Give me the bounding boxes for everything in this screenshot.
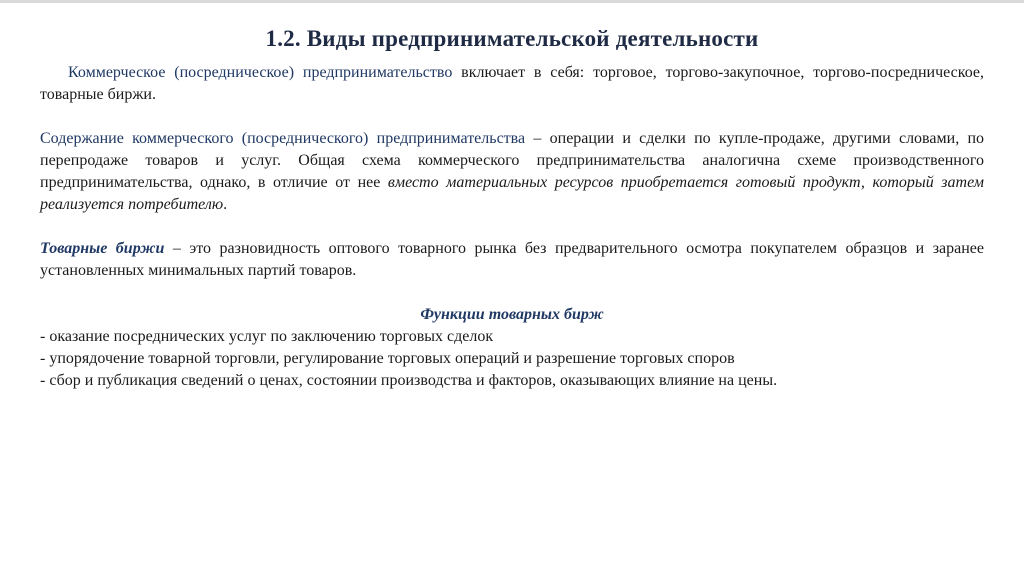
paragraph-exchanges — [40, 238, 984, 282]
paragraph-content — [40, 128, 984, 216]
top-divider — [0, 0, 1024, 3]
paragraph-exchanges-text: – это разновидность оптового товарного рынка без предварительного осмотра покупателем образцов и заранее установленных минимальных партий товаров. — [40, 240, 985, 279]
slide-title: 1.2. Виды предпринимательской деятельности — [265, 26, 759, 51]
term-exchanges: Товарные биржи — [40, 240, 165, 257]
term-commercial: Коммерческое (посредническое) предпринимательство — [68, 64, 453, 81]
paragraph-content-end: . — [223, 196, 228, 213]
slide-content — [40, 62, 984, 392]
paragraph-content-italic: вместо материальных ресурсов приобретается готовый продукт, который затем реализуется потребителю — [40, 174, 985, 213]
paragraph-commercial-text: включает в себя: торговое, торгово-закупочное, торгово-посредническое, товарные биржи. — [40, 64, 985, 103]
function-item-1: - оказание посреднических услуг по заключению торговых сделок — [40, 328, 494, 345]
paragraph-content-text: – операции и сделки по купле-продаже, другими словами, по перепродаже товаров и услуг. Общая схема коммерческого предпринимательства аналогична схеме производственного предпринимательства, однако, в отличие от нее — [40, 130, 985, 191]
function-item-2: - упорядочение товарной торговли, регулирование торговых операций и разрешение торговых споров — [40, 350, 735, 367]
function-item-3: - сбор и публикация сведений о ценах, состоянии производства и факторов, оказывающих влияние на цены. — [40, 372, 778, 389]
term-content: Содержание коммерческого (посреднического) предпринимательства — [40, 130, 526, 147]
paragraph-commercial — [40, 62, 984, 106]
functions-heading: Функции товарных бирж — [420, 306, 604, 323]
